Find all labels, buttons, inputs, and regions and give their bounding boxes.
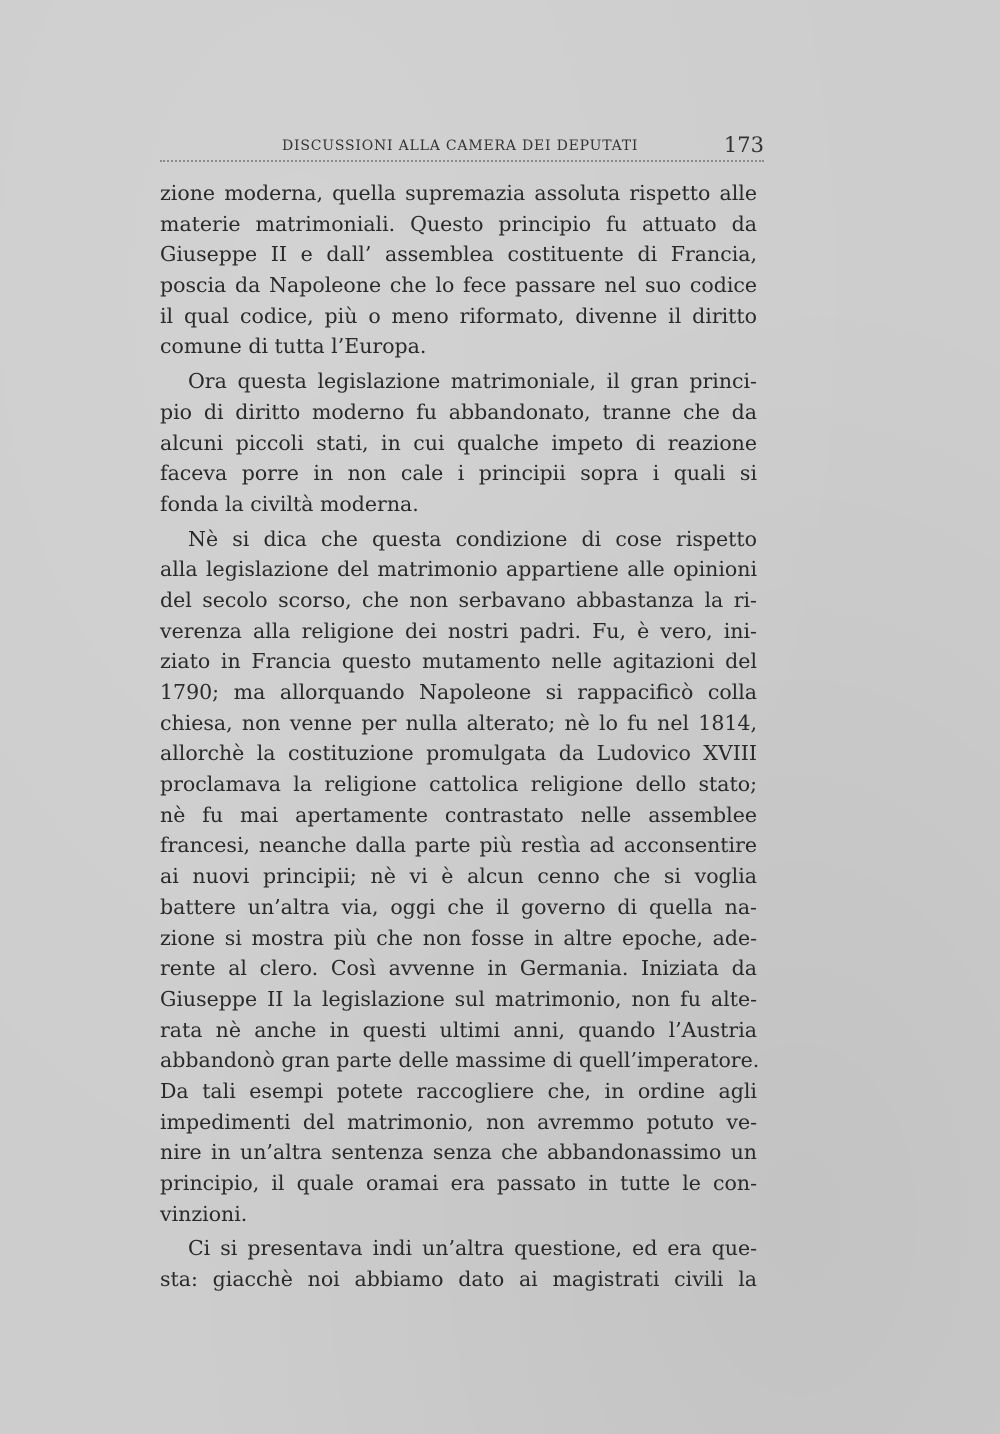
text-line: rata nè anche in questi ultimi anni, quando l’Austria: [160, 1017, 757, 1042]
text-line: 1790; ma allorquando Napoleone si rappacificò colla: [160, 680, 757, 704]
paragraph: [160, 366, 757, 519]
text-line: vinzioni.: [160, 1201, 248, 1226]
header-dotted-rule: [160, 160, 764, 162]
text-line: comune di tutta l’Europa.: [160, 334, 427, 359]
text-line: rente al clero. Così avvenne in Germania. Iniziata da: [160, 956, 757, 981]
body-text: [160, 178, 760, 1295]
text-line: Ci si presentava indi un’altra questione, ed era que-: [188, 1236, 757, 1261]
text-line: del secolo scorso, che non serbavano abbastanza la ri-: [160, 587, 757, 612]
text-line: il qual codice, più o meno riformato, divenne il diritto: [160, 303, 757, 328]
text-line: verenza alla religione dei nostri padri. Fu, è vero, ini-: [160, 618, 757, 643]
text-line: Ora questa legislazione matrimoniale, il gran princi-: [188, 369, 757, 394]
paragraph: [160, 524, 760, 1230]
text-line: abbandonò gran parte delle massime di quell’imperatore.: [160, 1048, 760, 1073]
text-line: poscia da Napoleone che lo fece passare nel suo codice: [160, 273, 757, 298]
text-line: impedimenti del matrimonio, non avremmo potuto ve-: [160, 1109, 757, 1134]
text-line: zione moderna, quella supremazia assoluta rispetto alle: [160, 181, 757, 205]
text-line: fonda la civiltà moderna.: [160, 491, 419, 516]
paragraph: [160, 178, 757, 362]
text-line: Giuseppe II la legislazione sul matrimonio, non fu alte-: [160, 986, 757, 1011]
text-line: francesi, neanche dalla parte più restìa ad acconsentire: [160, 833, 757, 858]
text-line: battere un’altra via, oggi che il governo di quella na-: [160, 894, 757, 919]
text-line: proclamava la religione cattolica religione dello stato;: [160, 772, 757, 797]
text-line: principio, il quale oramai era passato in tutte le con-: [160, 1171, 757, 1195]
text-line: alla legislazione del matrimonio appartiene alle opinioni: [160, 557, 757, 582]
text-line: Da tali esempi potete raccogliere che, in ordine agli: [160, 1078, 757, 1103]
text-line: chiesa, non venne per nulla alterato; nè lo fu nel 1814,: [160, 710, 757, 735]
text-line: ai nuovi principii; nè vi è alcun cenno che si voglia: [160, 864, 757, 889]
text-line: pio di diritto moderno fu abbandonato, tranne che da: [160, 399, 757, 424]
text-line: ziato in Francia questo mutamento nelle agitazioni del: [160, 649, 757, 674]
running-title: DISCUSSIONI ALLA CAMERA DEI DEPUTATI: [282, 138, 639, 154]
text-line: nire in un’altra sentenza senza che abbandonassimo un: [160, 1140, 757, 1165]
text-line: Nè si dica che questa condizione di cose rispetto: [188, 526, 757, 551]
paragraph: [160, 1233, 757, 1294]
text-line: nè fu mai apertamente contrastato nelle assemblee: [160, 802, 757, 827]
page-number: 173: [723, 133, 764, 157]
text-line: sta: giacchè noi abbiamo dato ai magistrati civili la: [160, 1267, 757, 1292]
text-line: alcuni piccoli stati, in cui qualche impeto di reazione: [160, 430, 757, 455]
running-header: [160, 132, 764, 166]
text-line: zione si mostra più che non fosse in altre epoche, ade-: [160, 925, 757, 950]
text-line: allorchè la costituzione promulgata da Ludovico XVIII: [160, 741, 757, 766]
text-line: materie matrimoniali. Questo principio fu attuato da: [160, 211, 757, 236]
text-line: faceva porre in non cale i principii sopra i quali si: [160, 461, 757, 486]
text-line: Giuseppe II e dall’ assemblea costituente di Francia,: [160, 242, 757, 267]
